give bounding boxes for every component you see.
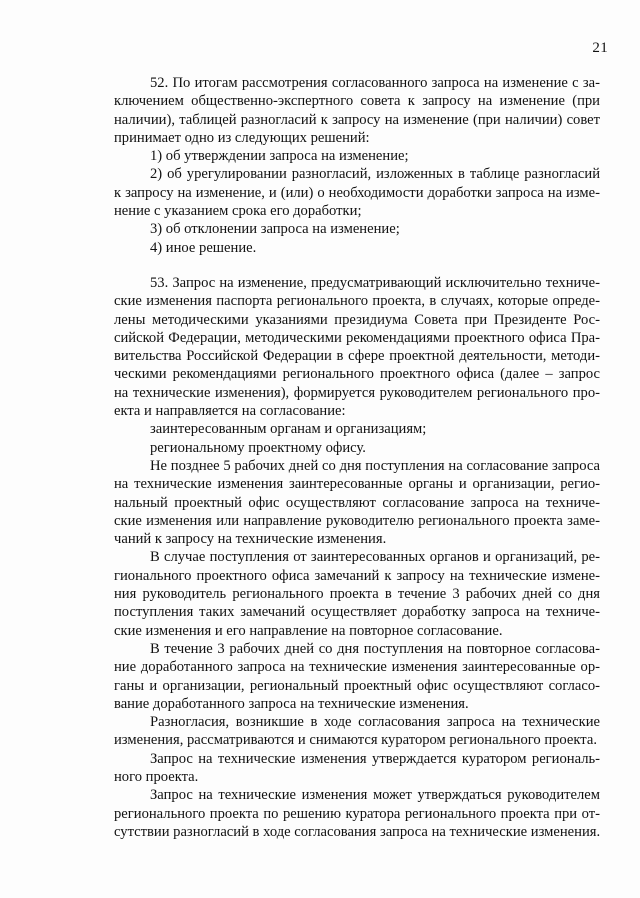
text-line: вание доработанного запроса на технические изменения. [114, 695, 469, 712]
text-line: ние доработанного запроса на технические изменения заинтересованные ор- [114, 659, 600, 676]
text-line: В случае поступления от заинтересованных органов и организаций, ре- [150, 549, 600, 566]
text-line: 3) об отклонении запроса на изменение; [150, 221, 400, 238]
decision-option-1 [114, 147, 600, 165]
decision-option-2 [114, 165, 600, 220]
page-number: 21 [592, 40, 608, 56]
text-line: нальный проектный офис осуществляют согласование запроса на техниче- [114, 494, 600, 511]
text-line: ния руководитель регионального проекта в течение 3 рабочих дней со дня [114, 586, 600, 603]
text-line: Запрос на технические изменения утверждается куратором региональ- [150, 750, 600, 767]
text-line: к запросу на изменение, и (или) о необходимости доработки запроса на изме- [114, 184, 600, 201]
text-line: сутствии разногласий в ходе согласования запроса на технические изменения. [114, 823, 601, 840]
text-line: чаний к запросу на технические изменения. [114, 531, 387, 548]
text-line: 52. По итогам рассмотрения согласованного запроса на изменение с за- [150, 75, 600, 91]
text-line: лены методическими указаниями президиума Совета при Президенте Рос- [114, 311, 600, 328]
text-line: ские изменения и его направление на повторное согласование. [114, 622, 503, 639]
decision-option-4 [114, 239, 600, 257]
text-line: 2) об урегулировании разногласий, изложенных в таблице разногласий [150, 166, 600, 183]
paragraph-53 [114, 274, 600, 420]
paragraph-52 [114, 74, 600, 147]
text-line: сийской Федерации, методическими рекомендациями проектного офиса Пра- [114, 329, 600, 346]
text-line: наличии), таблицей разногласий к запросу на изменение (при наличии) совет [114, 111, 600, 128]
decision-option-3 [114, 220, 600, 238]
text-line: ключением общественно-экспертного совета к запросу на изменение (при [114, 93, 600, 110]
paragraph-head-approval [114, 786, 600, 841]
recipient-item [114, 439, 600, 457]
text-line: В течение 3 рабочих дней со дня поступления на повторное согласова- [150, 640, 600, 657]
text-line: 1) об утверждении запроса на изменение; [150, 148, 409, 165]
text-line: принимает одно из следующих решений: [114, 129, 370, 146]
text-line: поступления таких замечаний осуществляет доработку запроса на техниче- [114, 604, 600, 621]
text-line: екта и направляется на согласование: [114, 403, 346, 420]
paragraph-curator-approval [114, 750, 600, 787]
text-line: вительства Российской Федерации в сфере проектной деятельности, методи- [114, 348, 600, 365]
text-line: ские изменения паспорта регионального проекта, в случаях, которые опреде- [114, 293, 600, 310]
text-line: 4) иное решение. [150, 239, 257, 256]
text-line: регионального проекта по решению куратора регионального проекта при от- [114, 805, 600, 822]
paragraph-remarks [114, 548, 600, 639]
text-line: заинтересованным органам и организациям; [150, 421, 427, 438]
text-line: ческими рекомендациями регионального проектного офиса (далее – запрос [114, 366, 600, 383]
text-line: ного проекта. [114, 768, 199, 785]
text-line: региональному проектному офису. [150, 439, 366, 456]
paragraph-repeat-approval [114, 640, 600, 713]
text-line: ганы и организации, региональный проектный офис осуществляют согласо- [114, 677, 600, 694]
text-line: изменения, рассматриваются и снимаются куратором регионального проекта. [114, 732, 597, 749]
text-line: нение с указанием срока его доработки; [114, 203, 362, 220]
paragraph-deadline [114, 457, 600, 548]
text-line: Запрос на технические изменения может утверждаться руководителем [150, 787, 600, 804]
text-line: ские изменения или направление руководителю регионального проекта замe- [114, 512, 600, 529]
text-line: 53. Запрос на изменение, предусматривающий исключительно техниче- [150, 274, 600, 291]
document-body [114, 74, 600, 841]
text-line: на технические изменения заинтересованные органы и организации, регио- [114, 476, 600, 493]
paragraph-gap [114, 257, 600, 274]
text-line: Разногласия, возникшие в ходе согласования запроса на технические [150, 714, 600, 731]
text-line: на технические изменения), формируется руководителем регионального про- [114, 384, 600, 401]
text-line: Не позднее 5 рабочих дней со дня поступления на согласование запроса [150, 457, 600, 474]
paragraph-disagreements [114, 713, 600, 750]
text-line: гионального проектного офиса замечаний к запросу на технические измене- [114, 567, 600, 584]
recipient-item [114, 420, 600, 438]
